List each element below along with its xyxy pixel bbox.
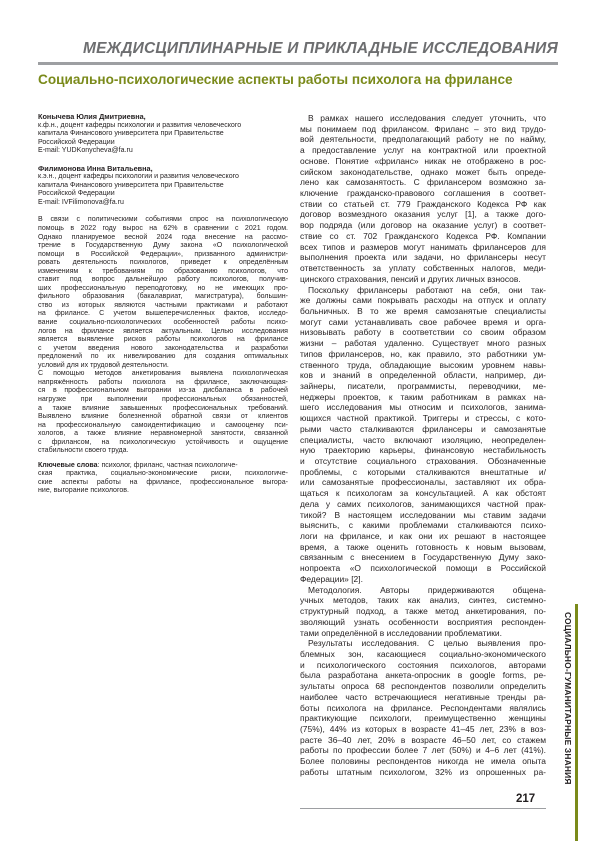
body-line: щаться к психологам за консультацией. А как обстоят bbox=[300, 488, 546, 499]
body-line: учных методов, таких как анализ, синтез, системно- bbox=[300, 595, 546, 606]
abstract-line: логов на фрилансе является актуальным. Целью исследования bbox=[38, 327, 288, 335]
abstract-line: С помощью методов анкетирования выявлена психологическая bbox=[38, 370, 288, 378]
abstract-line: на профессиональную самоидентификацию и самооценку пси- bbox=[38, 421, 288, 429]
body-line: мы понимаем под фрилансом. Фриланс – это вид трудо- bbox=[300, 123, 546, 134]
body-line: ную траекторию карьеры, финансовую нестабильность bbox=[300, 445, 546, 456]
abstract-line: стабильности своего труда. bbox=[38, 447, 129, 455]
body-line: всех типов и размеров могут нанимать фрилансеров для bbox=[300, 241, 546, 252]
keywords-line: ские аспекты работы на фрилансе, профессиональное выгора- bbox=[38, 478, 288, 486]
abstract-line: предложений по их нивелированию для создания оптимальных bbox=[38, 353, 288, 361]
body-line: вой деятельности, предполагающий работу не по найму, bbox=[300, 134, 546, 145]
abstract-line: на фрилансе. С учетом вышеперечисленных фактов, исследо- bbox=[38, 310, 288, 318]
body-line: могут сами устанавливать свое рабочее время и орга- bbox=[300, 316, 546, 327]
body-text-column bbox=[300, 113, 546, 778]
body-line: была разработана анкета-опросник в google forms, ре- bbox=[300, 670, 546, 681]
body-line: связанным с внесением в Государственную Думу зако- bbox=[300, 552, 546, 563]
abstract-line: ство из которых являются частными практиками и работают bbox=[38, 301, 288, 309]
body-line: жизни – работая удаленно. Существует много разных bbox=[300, 338, 546, 349]
body-line: ключение гражданско-правового соглашения в соответ- bbox=[300, 188, 546, 199]
body-line: основе. Понятие «фриланс» никак не отображено в рос- bbox=[300, 155, 546, 166]
abstract-line: хологов, а также влияние неравномерной занятости, связанной bbox=[38, 430, 288, 438]
body-line: практикующие психологи, преимущественно женщины bbox=[300, 713, 546, 724]
body-line: работы по профессии более 7 лет (50%) и 4–6 лет (41%). bbox=[300, 745, 546, 756]
body-line: типов фрилансеров, но, как правило, это работники ум- bbox=[300, 348, 546, 359]
author-name: Филимонова Инна Витальевна, bbox=[38, 163, 153, 173]
body-line: а предоставление услуг на контрактной или проектной bbox=[300, 145, 546, 156]
body-line: проблемы, с которыми сталкиваются внештатные и/ bbox=[300, 466, 546, 477]
abstract-line: вание социально-психологических особенностей работы психо- bbox=[38, 319, 288, 327]
body-line: ственного труда, обладающие высоким уровнем навы- bbox=[300, 359, 546, 370]
abstract-line: нагрузке при выполнении профессиональных обязанностей, bbox=[38, 395, 288, 403]
body-line: работы штатным психологом, 32% из опрошенных ра- bbox=[300, 766, 546, 777]
author-affiliation: к.э.н., доцент кафедры психологии и развития человеческого bbox=[38, 173, 239, 181]
author-name: Конычева Юлия Дмитриевна, bbox=[38, 112, 146, 121]
body-line: (75%), 44% из которых в возрасте 41–45 лет, 23% в воз- bbox=[300, 723, 546, 734]
abstract-line: изменениям к требованиям по образованию психологов, что bbox=[38, 267, 288, 275]
abstract-line: ровать деятельность психологов, приведет к определённым bbox=[38, 259, 288, 267]
body-line: Более половины респондентов никогда не имела опыта bbox=[300, 756, 546, 767]
body-line: ющихся частной практикой. Триггеры и стрессы, с кото- bbox=[300, 413, 546, 424]
article-title: Социально-психологические аспекты работы психолога на фрилансе bbox=[38, 72, 513, 87]
abstract-line: является выявление рисков работы психологов на фрилансе bbox=[38, 336, 288, 344]
footer-rule bbox=[300, 808, 546, 809]
author-email: E-mail: YUDKonycheva@fa.ru bbox=[38, 147, 133, 155]
keywords-text: : психолог, фриланс, частная психологиче- bbox=[97, 461, 238, 469]
body-line: и психологического состояния психологов, авторами bbox=[300, 659, 546, 670]
keywords-line: ние, выгорание психологов. bbox=[38, 487, 129, 495]
body-line: зволяющий узнать особенности восприятия респонден- bbox=[300, 616, 546, 627]
keywords bbox=[38, 462, 288, 496]
body-line: В рамках нашего исследования следует уточнить, что bbox=[308, 113, 546, 123]
header-rule bbox=[38, 62, 558, 65]
abstract-line: помощь в 2022 году вырос на 62% в сравнении с 2021 годом. bbox=[38, 225, 288, 233]
page-number: 217 bbox=[516, 793, 536, 805]
running-header bbox=[38, 36, 558, 66]
author-affiliation: Российской Федерации bbox=[38, 190, 115, 198]
abstract-line: ставит под вопрос дальнейшую работу психологов, получив- bbox=[38, 276, 288, 284]
body-line: нопроекта «О психологической помощи в Российской bbox=[300, 563, 546, 574]
body-line: выполнения проекта или задачи, но фрилансеры несут bbox=[300, 252, 546, 263]
body-line: зультаты опроса 68 респондентов позволили определить bbox=[300, 681, 546, 692]
keywords-label: Ключевые слова bbox=[38, 461, 98, 469]
body-line: Поскольку фрилансеры работают на себя, они так- bbox=[308, 284, 546, 295]
body-line: же должны сами покрывать расходы на отпуск и оплату bbox=[300, 295, 546, 306]
author-email: E-mail: IVFilimonova@fa.ru bbox=[38, 198, 124, 206]
body-line: блемных зон, касающиеся социально-экономического bbox=[300, 648, 546, 659]
side-accent-bar bbox=[575, 604, 578, 841]
abstract-line: фильного образования (бакалавриат, магистратура), большин- bbox=[38, 293, 288, 301]
body-line: ствии со статьей ст. 779 Гражданского Кодекса РФ как bbox=[300, 198, 546, 209]
body-line: наиболее часто встречающиеся негативные тренды ра- bbox=[300, 691, 546, 702]
author-affiliation: к.ф.н., доцент кафедры психологии и развития человеческого bbox=[38, 121, 242, 129]
body-line: сийском законодательстве, однако может быть опреде- bbox=[300, 166, 546, 177]
body-line: боты психолога на фрилансе. Респондентами являлись bbox=[300, 702, 546, 713]
body-line: неджеры проектов, к таким работникам в рамках на- bbox=[300, 391, 546, 402]
body-line: и отсутствие социального страхования. Обозначенные bbox=[300, 456, 546, 466]
body-line: цинского страхования, пенсий и других личных взносов. bbox=[300, 273, 521, 284]
body-line: договор возмездного оказания услуг [1], а также дого- bbox=[300, 209, 546, 220]
abstract bbox=[38, 216, 288, 455]
body-line: структурный подход, а также метод анкетирования, по- bbox=[300, 606, 546, 617]
body-line: тами определённой в исследовании проблематики. bbox=[300, 627, 502, 638]
abstract-line: ся в профессиональном выгорании из-за дисбаланса в рабочей bbox=[38, 387, 288, 395]
body-line: низовывать работу в соответствии со своим образом bbox=[300, 327, 546, 338]
body-line: шего исследования мы относим и психологов, занима- bbox=[300, 402, 546, 413]
body-line: ответственность за уплату собственных налогов, меди- bbox=[300, 263, 546, 274]
abstract-line: напряжённость работы психолога на фрилансе, заключающая- bbox=[38, 378, 288, 386]
body-line: дела у самих психологов, занимающихся частной прак- bbox=[300, 498, 546, 509]
body-line: лено как самозанятость. С фрилансером возможно за- bbox=[300, 177, 546, 188]
body-line: рыми часто сталкиваются фрилансеры и самозанятые bbox=[300, 423, 546, 434]
body-line: выяснить, с какими проблемами сталкиваются психо- bbox=[300, 520, 546, 531]
keywords-continuation bbox=[38, 470, 288, 496]
body-line: ков и знаний в определенной области, например, ди- bbox=[300, 370, 546, 381]
body-line: специалисты, часто включают изоляцию, неопределен- bbox=[300, 434, 546, 445]
journal-side-label: СОЦИАЛЬНО-ГУМАНИТАРНЫЕ ЗНАНИЯ bbox=[563, 612, 573, 785]
keywords-line: ская практика, социально-экономические риски, психологиче- bbox=[38, 470, 288, 478]
author-affiliation: Российской Федерации bbox=[38, 138, 115, 146]
body-line: тикой? В настоящем исследовании мы ставим задачи bbox=[300, 509, 546, 520]
body-line: расте 36–40 лет, 20% в возрасте 46–50 лет, со стажем bbox=[300, 734, 546, 745]
body-line: время, а также оценить готовность к новым вызовам, bbox=[300, 541, 546, 552]
abstract-line: с фрилансом, на психологическую устойчивость и ощущение bbox=[38, 438, 288, 446]
body-line: вор подряда (или договор на оказание услуг) в соответ- bbox=[300, 220, 546, 231]
abstract-line: а также влияние завышенных профессиональных требований. bbox=[38, 404, 288, 412]
body-line: ствие со ст. 702 Гражданского Кодекса РФ. Компании bbox=[300, 230, 546, 241]
author-affiliation: капитала Финансового университета при Правительстве bbox=[38, 181, 224, 189]
body-line: Результаты исследования. С целью выявления про- bbox=[308, 638, 546, 649]
body-line: или самозанятые профессионалы, заставляют их обра- bbox=[300, 477, 546, 488]
body-line: логи на фрилансе, и как они их решают в настоящее bbox=[300, 531, 546, 542]
body-line: Методология. Авторы придерживаются общена- bbox=[308, 584, 546, 595]
body-line: зайнеры, писатели, программисты, переводчики, ме- bbox=[300, 380, 546, 391]
author-2 bbox=[38, 165, 288, 208]
section-heading: МЕЖДИСЦИПЛИНАРНЫЕ И ПРИКЛАДНЫЕ ИССЛЕДОВАНИЯ bbox=[83, 40, 558, 57]
author-1 bbox=[38, 113, 288, 156]
abstract-line: ших профессиональную переподготовку, но не имеющих про- bbox=[38, 284, 288, 292]
abstract-line: Однако планируемое весной 2024 года внесение на рассмо- bbox=[38, 233, 288, 241]
abstract-line: условий для их трудовой деятельности. bbox=[38, 361, 169, 369]
left-column bbox=[38, 113, 288, 496]
abstract-line: Выявлено влияние болезненной обратной связи от клиентов bbox=[38, 413, 288, 421]
abstract-line: помощи в Российской Федерации», призванного администри- bbox=[38, 250, 288, 258]
authors-block bbox=[38, 113, 288, 207]
body-line: больничных. В то же время самозанятые специалисты bbox=[300, 305, 546, 316]
abstract-line: с учетом введения нового законодательства и разработки bbox=[38, 344, 288, 352]
body-line: Федерации» [2]. bbox=[300, 573, 363, 584]
author-affiliation: капитала Финансового университета при Правительстве bbox=[38, 130, 224, 138]
abstract-line: трение в Государственную Думу закона «О психологической bbox=[38, 242, 288, 250]
abstract-line: В связи с политическими событиями спрос на психологическую bbox=[38, 216, 288, 224]
